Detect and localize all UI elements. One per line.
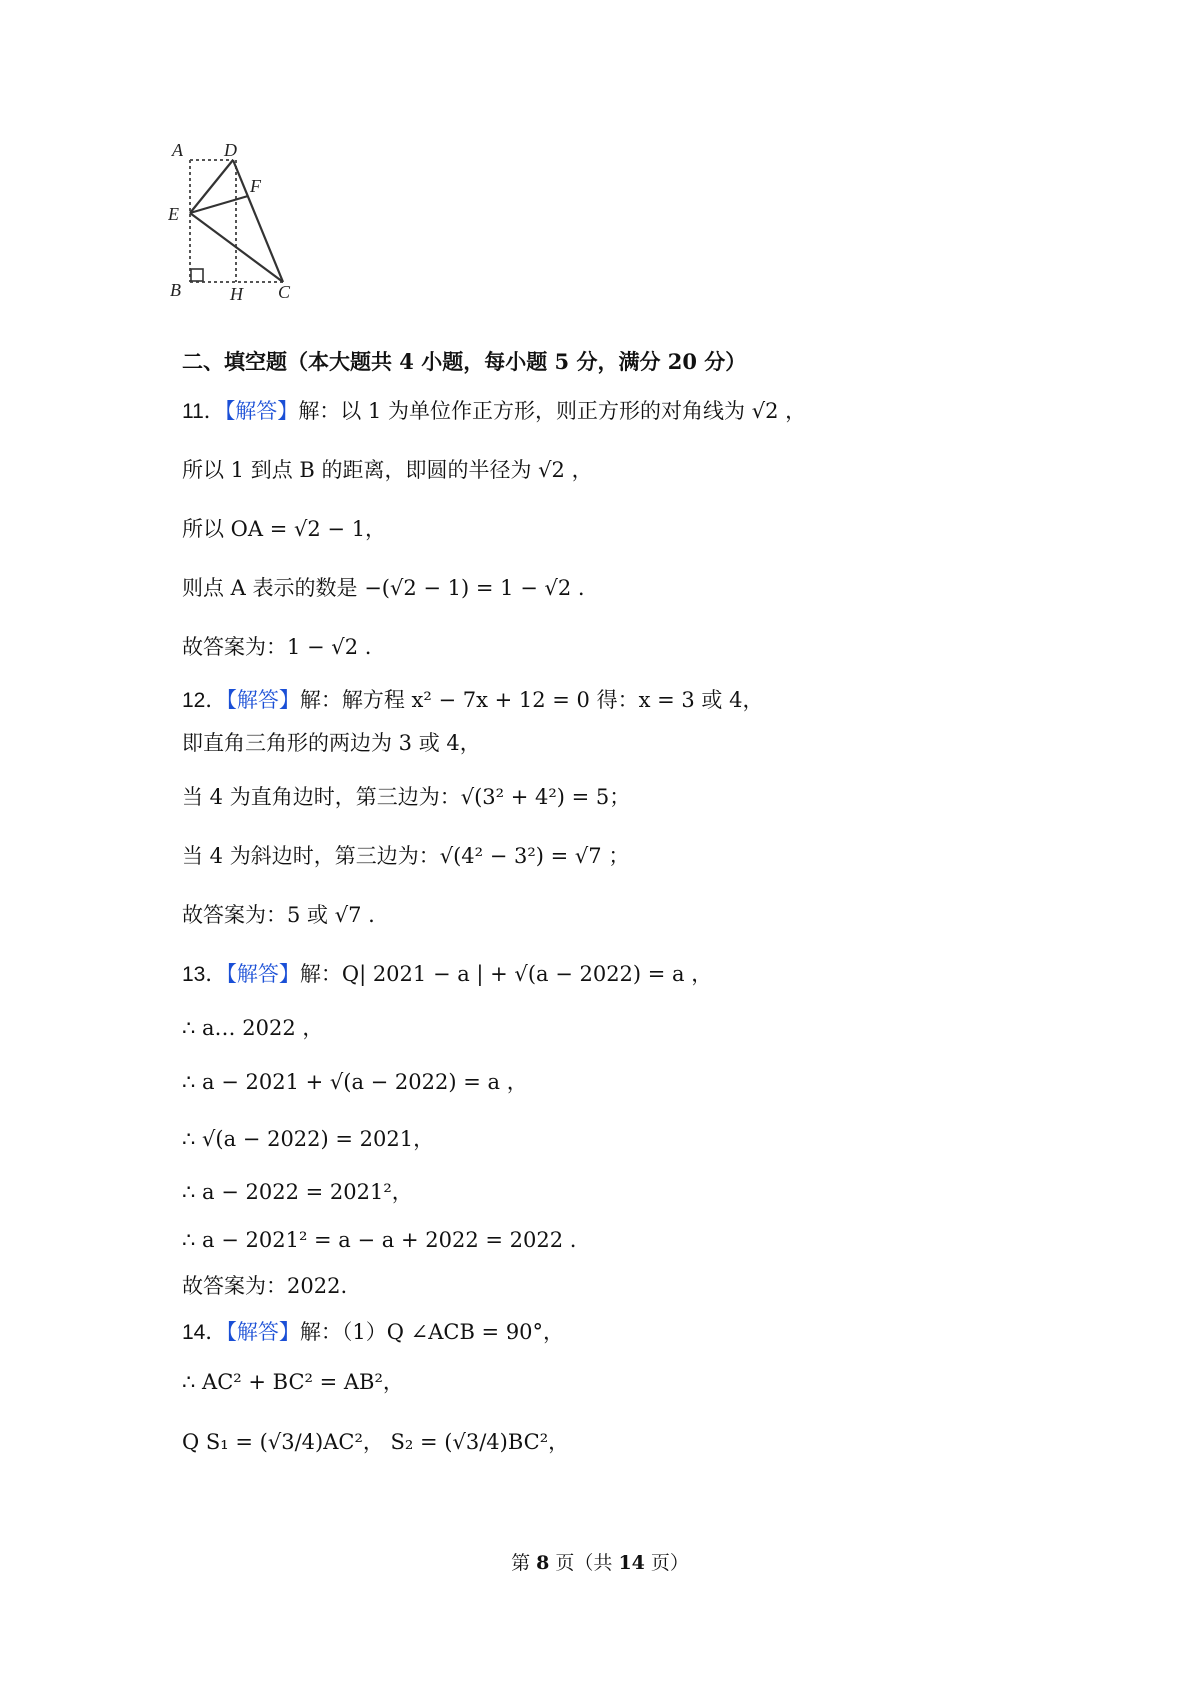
footer-prefix: 第 bbox=[511, 1552, 537, 1574]
text-line bbox=[182, 686, 763, 715]
text-line bbox=[182, 1125, 434, 1153]
line-text: 即直角三角形的两边为 3 或 4， bbox=[182, 731, 481, 755]
line-text: 解：（1）Q ∠ACB = 90°， bbox=[299, 1320, 565, 1344]
answer-tag: 【解答】 bbox=[226, 688, 300, 712]
text-line bbox=[182, 1368, 404, 1396]
text-line bbox=[182, 633, 371, 661]
segment-EF bbox=[190, 196, 248, 213]
right-angle-mark bbox=[191, 269, 203, 281]
text-line bbox=[182, 842, 629, 870]
line-text: 解：Q| 2021 − a | + √(a − 2022) = a ， bbox=[299, 962, 713, 986]
line-text: 故答案为：1 − √2 . bbox=[182, 635, 372, 659]
text-line bbox=[182, 1226, 576, 1254]
line-text: 所以 OA = √2 − 1， bbox=[182, 517, 387, 541]
text-line bbox=[182, 1318, 564, 1347]
line-text: 解：以 1 为单位作正方形，则正方形的对角线为 √2 ， bbox=[298, 399, 807, 423]
answer-tag: 【解答】 bbox=[226, 1320, 300, 1344]
question-number: 12． bbox=[182, 689, 227, 712]
footer-suffix: 页） bbox=[644, 1552, 689, 1574]
line-text: 当 4 为斜边时，第三边为：√(4² − 3²) = √7 ； bbox=[182, 844, 630, 868]
label-D: D bbox=[224, 140, 237, 160]
line-text: ∴ a − 2022 = 2021²， bbox=[182, 1180, 413, 1204]
line-text: 解：解方程 x² − 7x + 12 = 0 得：x = 3 或 4， bbox=[299, 688, 764, 712]
text-line bbox=[182, 1428, 569, 1456]
label-C: C bbox=[278, 282, 291, 302]
text-line bbox=[182, 456, 593, 484]
line-text: 故答案为：5 或 √7 . bbox=[182, 903, 375, 927]
line-text: ∴ a − 2021² = a − a + 2022 = 2022 . bbox=[182, 1228, 577, 1252]
text-line bbox=[182, 901, 375, 929]
line-text: ∴ AC² + BC² = AB²， bbox=[182, 1370, 404, 1394]
footer-middle: 页（共 bbox=[549, 1552, 619, 1574]
page-footer bbox=[0, 1548, 1200, 1575]
label-F: F bbox=[250, 176, 261, 196]
line-text: 当 4 为直角边时，第三边为：√(3² + 4²) = 5； bbox=[182, 785, 631, 809]
line-text: 所以 1 到点 B 的距离，即圆的半径为 √2 ， bbox=[182, 458, 593, 482]
text-line bbox=[182, 960, 712, 989]
label-B: B bbox=[170, 280, 181, 300]
line-text: ∴ √(a − 2022) = 2021， bbox=[182, 1127, 435, 1151]
line-text: Q S₁ = (√3/4)AC²， S₂ = (√3/4)BC²， bbox=[182, 1430, 570, 1454]
label-H: H bbox=[230, 284, 243, 304]
text-line bbox=[182, 783, 630, 811]
question-number: 13． bbox=[182, 963, 227, 986]
text-line bbox=[182, 397, 806, 426]
question-number: 11． bbox=[182, 400, 225, 423]
label-E: E bbox=[168, 204, 179, 224]
text-line bbox=[182, 729, 481, 757]
text-line bbox=[182, 1272, 347, 1300]
text-line bbox=[182, 1014, 323, 1042]
answer-tag: 【解答】 bbox=[226, 962, 300, 986]
geometry-figure bbox=[168, 138, 338, 328]
text-line bbox=[182, 515, 386, 543]
answer-tag: 【解答】 bbox=[224, 399, 299, 423]
section-heading: 二、填空题（本大题共 4 小题，每小题 5 分，满分 20 分） bbox=[182, 349, 747, 374]
line-text: 故答案为：2022. bbox=[182, 1274, 348, 1298]
total-page-number: 14 bbox=[618, 1552, 645, 1574]
line-text: 则点 A 表示的数是 −(√2 − 1) = 1 − √2 . bbox=[182, 576, 585, 600]
line-text: ∴ a… 2022 ， bbox=[182, 1016, 324, 1040]
segment-ED bbox=[190, 160, 233, 213]
question-number: 14． bbox=[182, 1321, 227, 1344]
label-A: A bbox=[172, 140, 183, 160]
current-page-number: 8 bbox=[536, 1552, 550, 1574]
text-line bbox=[182, 574, 585, 602]
line-text: ∴ a − 2021 + √(a − 2022) = a ， bbox=[182, 1070, 528, 1094]
text-line bbox=[182, 1178, 413, 1206]
text-line bbox=[182, 1068, 528, 1096]
